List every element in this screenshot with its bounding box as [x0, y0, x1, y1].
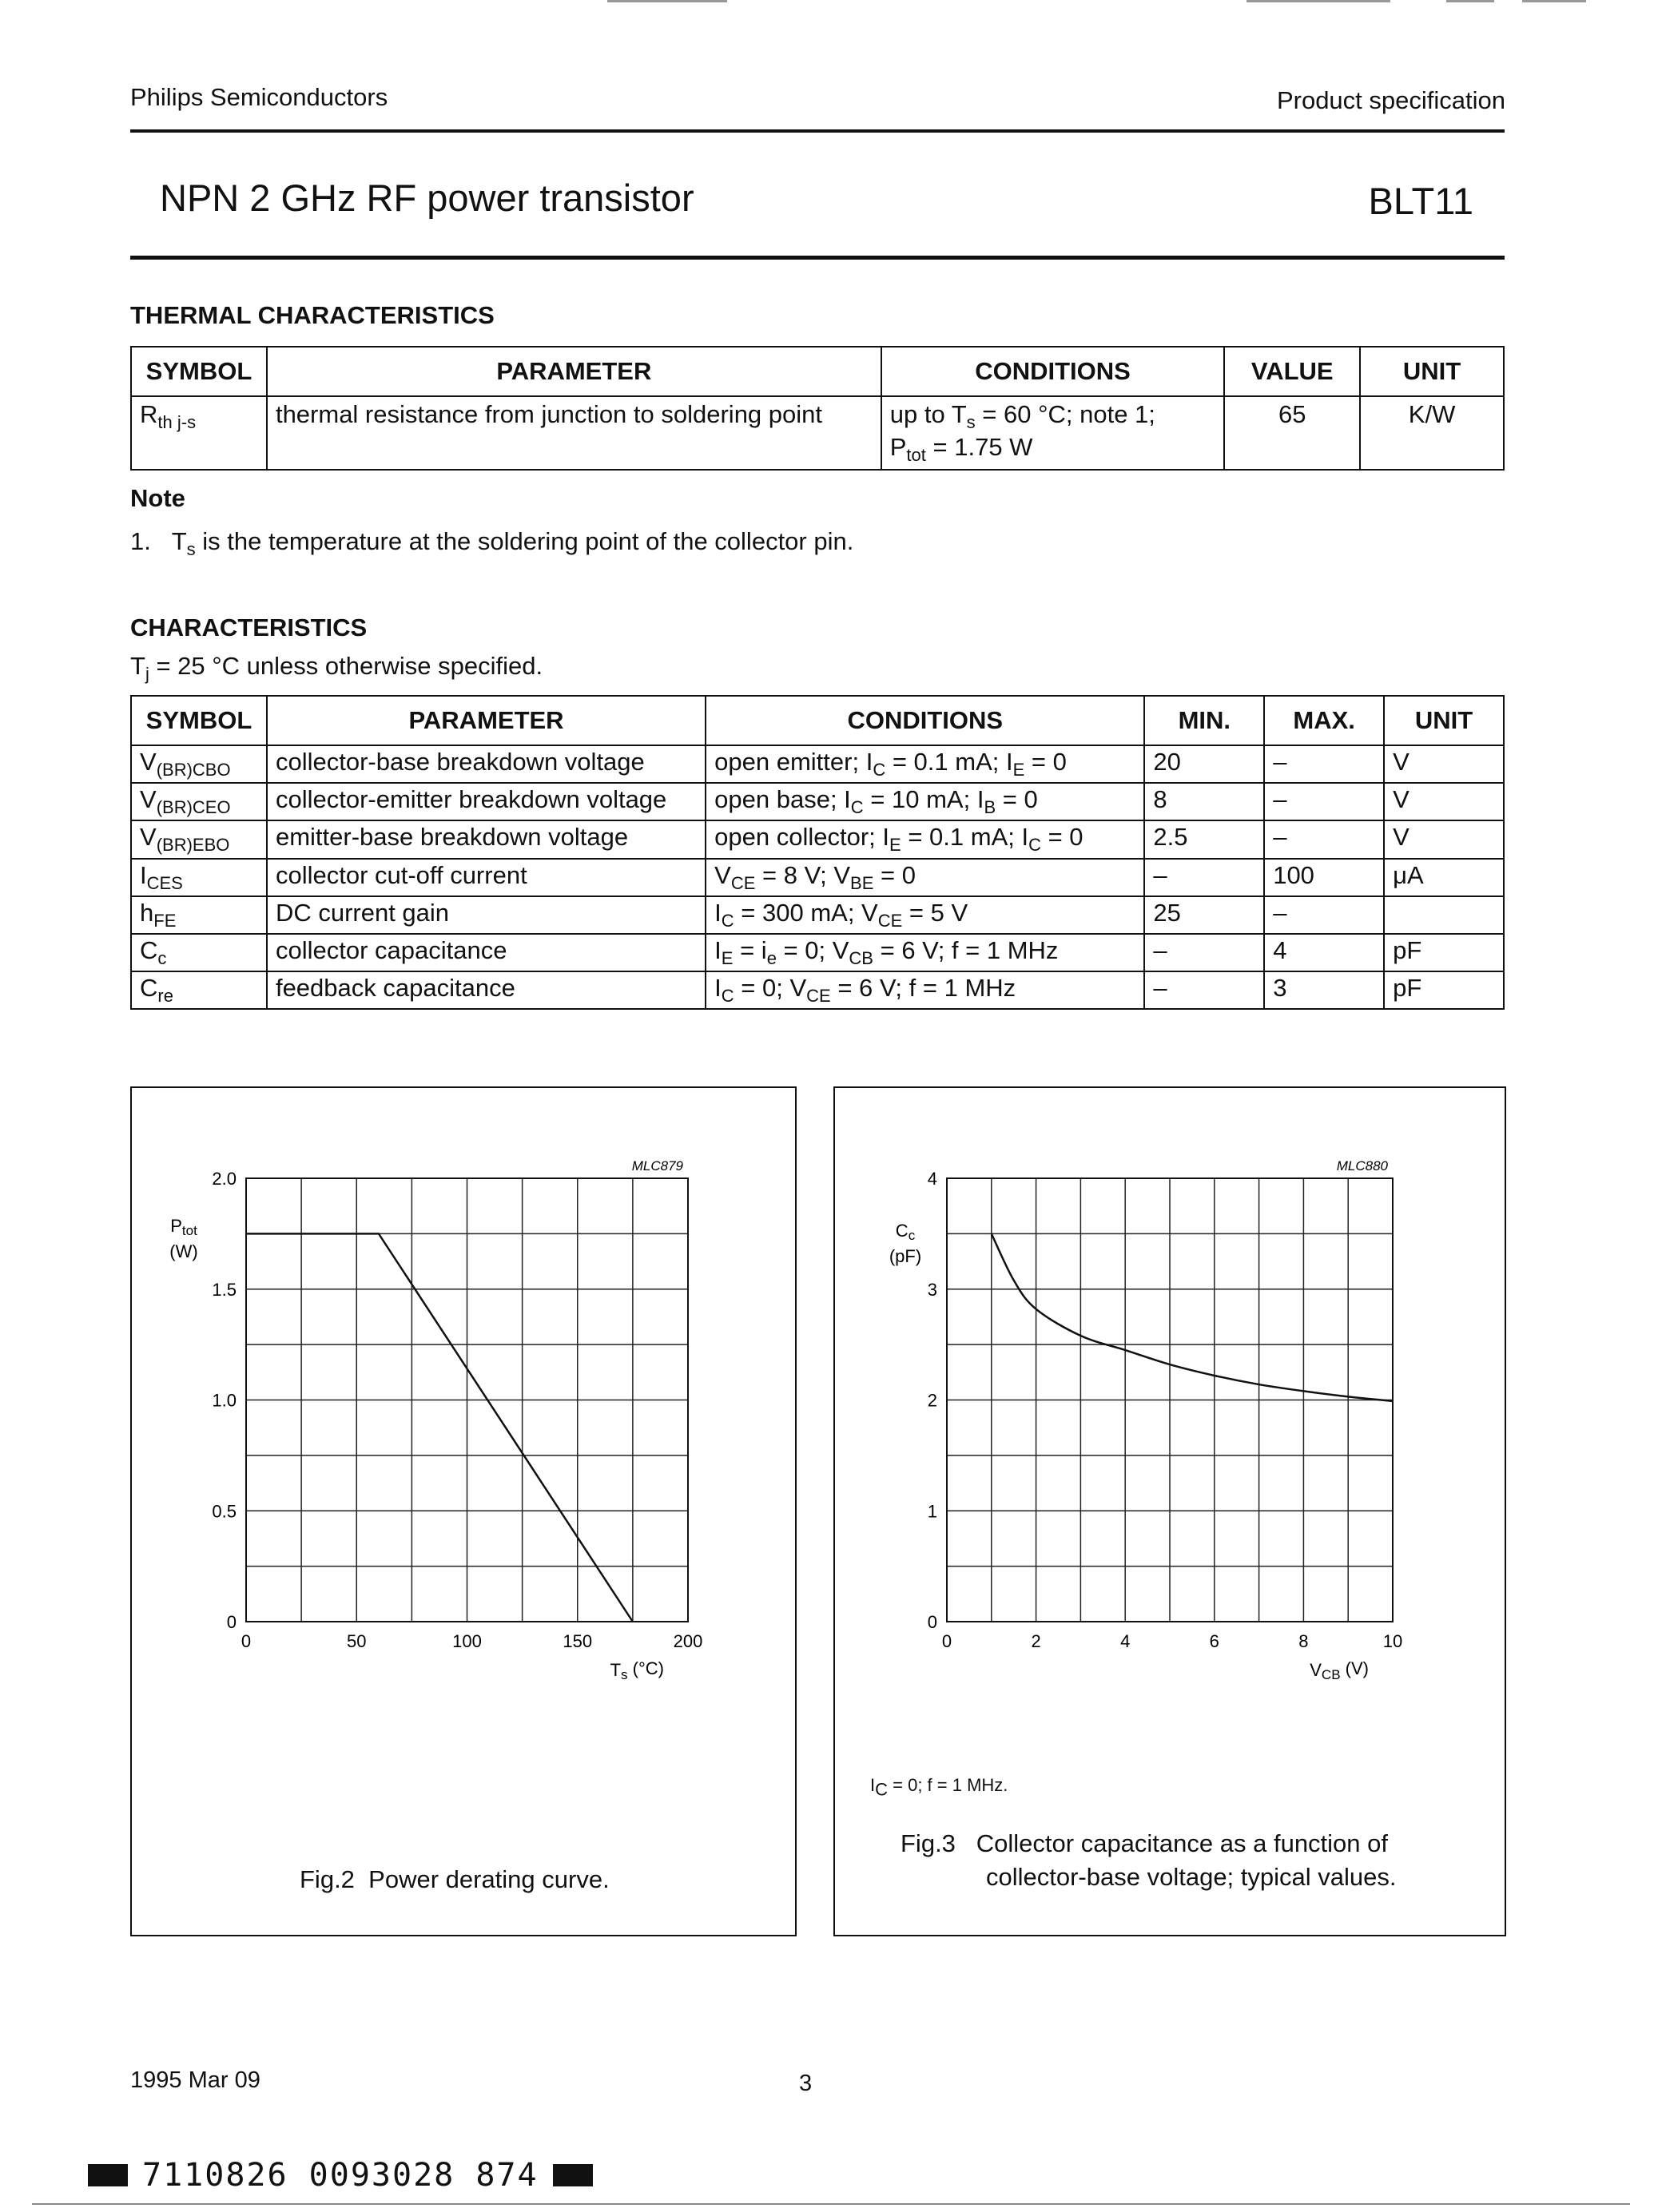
title-rule [130, 256, 1505, 260]
y-tick-label: 3 [927, 1279, 937, 1300]
min-cell: – [1144, 859, 1264, 896]
symbol-cell: $V_{(BR)CBO}$ [131, 745, 267, 783]
y-tick-label: 2.0 [212, 1169, 237, 1189]
y-axis-label: Cc [895, 1221, 916, 1243]
y-tick-label: 0 [927, 1612, 937, 1632]
y-tick-label: 1.0 [212, 1390, 237, 1411]
unit-cell: pF [1384, 971, 1504, 1009]
parameter-cell: feedback capacitance [267, 971, 706, 1009]
min-cell: 20 [1144, 745, 1264, 783]
barcode-block [88, 2164, 128, 2186]
y-axis-label: Ptot [170, 1216, 197, 1238]
x-tick-label: 0 [241, 1631, 252, 1651]
y-tick-label: 1.5 [212, 1279, 237, 1300]
capacitance-chart [835, 1088, 1505, 1935]
fig3-caption: Fig.3 Collector capacitance as a function of collector-base voltage; typical values. [901, 1829, 1397, 1891]
y-tick-label: 4 [927, 1169, 937, 1189]
conditions-cell: open emitter; $I_C = 0.1$ mA; $I_E = 0$ [706, 745, 1144, 783]
fig2-caption: Fig.2 Power derating curve. [300, 1865, 610, 1893]
page-title: NPN 2 GHz RF power transistor [160, 177, 694, 219]
parameter-cell: collector cut-off current [267, 859, 706, 896]
y-axis-unit: (pF) [889, 1246, 922, 1266]
scan-mark [607, 0, 727, 2]
conditions-cell: open base; $I_C = 10$ mA; $I_B = 0$ [706, 783, 1144, 820]
table-row [131, 745, 1504, 783]
unit-cell: V [1384, 745, 1504, 783]
max-cell: – [1264, 896, 1384, 934]
column-header: CONDITIONS [706, 696, 1144, 745]
max-cell: 3 [1264, 971, 1384, 1009]
column-header: MAX. [1264, 696, 1384, 745]
page-number: 3 [799, 2071, 813, 2096]
min-cell: – [1144, 934, 1264, 971]
conditions-cell: $I_E = i_e = 0$; $V_{CB} = 6$ V; f = 1 MHz [706, 934, 1144, 971]
conditions-cell: $I_C = 0$; $V_{CE} = 6$ V; f = 1 MHz [706, 971, 1144, 1009]
figure-code: MLC880 [1336, 1158, 1388, 1174]
series-line [992, 1233, 1393, 1401]
unit-cell: K/W [1360, 396, 1504, 470]
x-axis-label: VCB (V) [1310, 1658, 1369, 1682]
table-row [131, 820, 1504, 858]
column-header: MIN. [1144, 696, 1264, 745]
x-tick-label: 10 [1382, 1631, 1403, 1651]
x-tick-label: 4 [1120, 1631, 1131, 1651]
unit-cell: μA [1384, 859, 1504, 896]
table-row [131, 859, 1504, 896]
max-cell: – [1264, 820, 1384, 858]
x-axis-label-sub: s [621, 1667, 628, 1682]
characteristics-table [130, 695, 1505, 1010]
characteristics-subtitle: $T_j = 25$ °C unless otherwise specified. [130, 652, 543, 685]
x-tick-label: 50 [347, 1631, 367, 1651]
max-cell: 4 [1264, 934, 1384, 971]
figure-power-derating [130, 1086, 797, 1936]
figure-code: MLC879 [631, 1158, 683, 1174]
scan-mark [1446, 0, 1494, 2]
x-axis-unit: (V) [1340, 1658, 1369, 1678]
unit-cell: V [1384, 820, 1504, 858]
unit-cell [1384, 896, 1504, 934]
column-header: SYMBOL [131, 347, 267, 396]
symbol-cell: $h_{FE}$ [131, 896, 267, 934]
y-tick-label: 0 [226, 1612, 237, 1632]
company-name: Philips Semiconductors [130, 83, 388, 111]
note-item: 1. $T_s$ is the temperature at the soldering point of the collector pin. [130, 527, 854, 560]
x-axis-label-sub: CB [1321, 1667, 1341, 1682]
y-tick-label: 0.5 [212, 1501, 237, 1522]
column-header: PARAMETER [267, 347, 881, 396]
parameter-cell: emitter-base breakdown voltage [267, 820, 706, 858]
barcode-text: 7110826 0093028 874 [142, 2157, 539, 2194]
table-row [131, 971, 1504, 1009]
note-heading: Note [130, 484, 185, 512]
x-tick-label: 150 [563, 1631, 593, 1651]
max-cell: 100 [1264, 859, 1384, 896]
parameter-cell: thermal resistance from junction to soldering point [267, 396, 881, 470]
barcode-block [553, 2164, 593, 2186]
barcode [88, 2157, 593, 2194]
unit-cell: V [1384, 783, 1504, 820]
symbol-cell: $R_{th j-s}$ [131, 396, 267, 470]
column-header: UNIT [1360, 347, 1504, 396]
fig3-condition: $I_C = 0$; f = 1 MHz. [870, 1775, 1008, 1800]
parameter-cell: collector-base breakdown voltage [267, 745, 706, 783]
table-row [131, 396, 1504, 470]
unit-cell: pF [1384, 934, 1504, 971]
x-tick-label: 100 [452, 1631, 482, 1651]
column-header: CONDITIONS [881, 347, 1225, 396]
parameter-cell: collector capacitance [267, 934, 706, 971]
y-axis-label-sub: c [908, 1228, 916, 1243]
column-header: UNIT [1384, 696, 1504, 745]
power-derating-chart [132, 1088, 795, 1935]
part-number: BLT11 [1368, 180, 1473, 222]
min-cell: – [1144, 971, 1264, 1009]
x-tick-label: 8 [1298, 1631, 1309, 1651]
scan-mark [1246, 0, 1390, 2]
bottom-rule [32, 2203, 1630, 2205]
value-cell: 65 [1224, 396, 1360, 470]
series-line [246, 1233, 633, 1622]
symbol-cell: $I_{CES}$ [131, 859, 267, 896]
max-cell: – [1264, 783, 1384, 820]
y-axis-label-sub: tot [181, 1223, 197, 1238]
max-cell: – [1264, 745, 1384, 783]
y-tick-label: 1 [927, 1501, 937, 1522]
column-header: VALUE [1224, 347, 1360, 396]
table-header-row [131, 347, 1504, 396]
column-header: SYMBOL [131, 696, 267, 745]
thermal-heading: THERMAL CHARACTERISTICS [130, 301, 495, 329]
conditions-cell: $V_{CE} = 8$ V; $V_{BE} = 0$ [706, 859, 1144, 896]
symbol-cell: $V_{(BR)EBO}$ [131, 820, 267, 858]
x-tick-label: 200 [673, 1631, 703, 1651]
symbol-cell: $C_{re}$ [131, 971, 267, 1009]
table-row [131, 934, 1504, 971]
scan-mark [1522, 0, 1586, 2]
column-header: PARAMETER [267, 696, 706, 745]
conditions-cell: open collector; $I_E = 0.1$ mA; $I_C = 0$ [706, 820, 1144, 858]
parameter-cell: DC current gain [267, 896, 706, 934]
x-axis-label: Ts (°C) [610, 1658, 664, 1682]
min-cell: 25 [1144, 896, 1264, 934]
table-header-row [131, 696, 1504, 745]
min-cell: 8 [1144, 783, 1264, 820]
header-rule [130, 129, 1505, 133]
parameter-cell: collector-emitter breakdown voltage [267, 783, 706, 820]
x-tick-label: 2 [1031, 1631, 1041, 1651]
footer-date: 1995 Mar 09 [130, 2067, 260, 2093]
conditions-cell: $I_C = 300$ mA; $V_{CE} = 5$ V [706, 896, 1144, 934]
symbol-cell: $V_{(BR)CEO}$ [131, 783, 267, 820]
x-axis-unit: (°C) [627, 1658, 664, 1678]
x-tick-label: 6 [1209, 1631, 1219, 1651]
doc-type: Product specification [1276, 86, 1505, 114]
min-cell: 2.5 [1144, 820, 1264, 858]
y-tick-label: 2 [927, 1390, 937, 1411]
conditions-cell: up to $T_s = 60$ °C; note 1; $P_{tot} = 1.75$ W [881, 396, 1225, 470]
table-row [131, 896, 1504, 934]
symbol-cell: $C_c$ [131, 934, 267, 971]
table-row [131, 783, 1504, 820]
figure-collector-capacitance [833, 1086, 1506, 1936]
characteristics-heading: CHARACTERISTICS [130, 614, 368, 641]
y-axis-unit: (W) [169, 1241, 198, 1261]
thermal-table [130, 346, 1505, 471]
x-tick-label: 0 [941, 1631, 952, 1651]
